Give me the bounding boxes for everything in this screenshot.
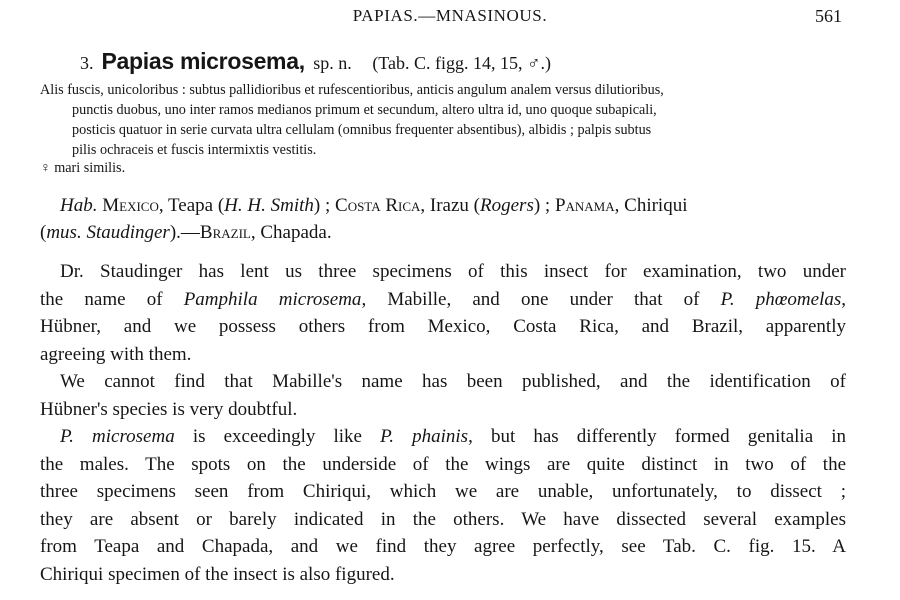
locality-text: , Irazu ( (420, 195, 481, 216)
paragraph-line: the males. The spots on the underside of the wings are quite distinct in two of the (40, 453, 846, 475)
paragraph-line: Hübner's species is very doubtful. (40, 398, 298, 420)
diagnosis-line: pilis ochraceis et fuscis intermixtis vestitis. (72, 142, 317, 158)
text-run: , but has differently formed genitalia in (468, 426, 847, 447)
habitat-block (40, 192, 848, 246)
species-name: Papias microsema, (101, 48, 305, 74)
running-title: PAPIAS.—MNASINOUS. (352, 6, 548, 25)
paragraph-line (40, 286, 846, 314)
locality-text: , Chapada. (250, 222, 332, 243)
paragraph-line (40, 423, 846, 451)
separator: ).— (169, 222, 200, 243)
hab-label: Hab. (60, 195, 98, 216)
paragraph-line: from Teapa and Chapada, and we find they agree perfectly, see Tab. C. fig. 15. A (40, 536, 846, 557)
taxon-name: Pamphila microsema (183, 288, 362, 310)
locality-country: Brazil (199, 222, 251, 243)
locality-country: Panama (554, 195, 615, 216)
locality-text: , Teapa ( (158, 195, 225, 216)
locality-country: Costa Rica (335, 195, 421, 216)
collector-name: Rogers (480, 195, 534, 216)
collection-name: mus. Staudinger (46, 222, 170, 243)
habitat-line (40, 192, 848, 219)
body-text (40, 258, 846, 588)
plate-reference: (Tab. C. figg. 14, 15, ♂.) (372, 53, 552, 73)
paragraph-line: Chiriqui specimen of the insect is also figured. (40, 563, 395, 585)
paragraph-line: three specimens seen from Chiriqui, which we are unable, unfortunately, to dissect ; (40, 481, 846, 502)
taxon-name: P. phainis (380, 426, 469, 447)
diagnosis-line: punctis duobus, uno inter ramos medianos primum et secundum, altero ultra id, uno quoque subapicali, (72, 102, 657, 118)
paragraph-line: We cannot find that Mabille's name has been published, and the identification of (60, 371, 846, 392)
paren: ( (40, 222, 47, 243)
text-run: is exceedingly like (174, 426, 381, 447)
taxon-name: P. microsema (60, 426, 175, 447)
text-run: the name of (40, 288, 184, 310)
paragraph-line: agreeing with them. (40, 343, 192, 365)
taxon-name: P. phœomelas (720, 288, 842, 310)
locality-text: , Chiriqui (614, 195, 688, 216)
diagnosis-line: Alis fuscis, unicoloribus : subtus pallidioribus et rufescentioribus, anticis angulum analem versus dilutioribus, (40, 82, 664, 98)
locality-country: Mexico (102, 195, 159, 216)
female-note: ♀ mari similis. (40, 160, 126, 176)
diagnosis-line: posticis quatuor in serie curvata ultra cellulam (omnibus frequenter absentibus), albidis ; palpis subtus (72, 122, 652, 138)
text-run: , Mabille, and one under that of (361, 288, 721, 310)
separator: ) ; (533, 195, 555, 216)
text-run: , (841, 288, 846, 310)
species-number: 3. (80, 53, 94, 73)
running-head (0, 6, 900, 28)
latin-diagnosis (40, 80, 848, 160)
habitat-line (40, 219, 848, 246)
paragraph-line: Hübner, and we possess others from Mexico, Costa Rica, and Brazil, apparently (40, 316, 846, 337)
page-number: 561 (815, 6, 842, 26)
species-status: sp. n. (313, 53, 352, 73)
paragraph-line: Dr. Staudinger has lent us three specimens of this insect for examination, two under (60, 261, 846, 282)
collector-name: H. H. Smith (224, 195, 314, 216)
species-heading (80, 48, 551, 75)
paragraph-line: they are absent or barely indicated in the others. We have dissected several examples (40, 508, 846, 530)
separator: ) ; (313, 195, 336, 216)
